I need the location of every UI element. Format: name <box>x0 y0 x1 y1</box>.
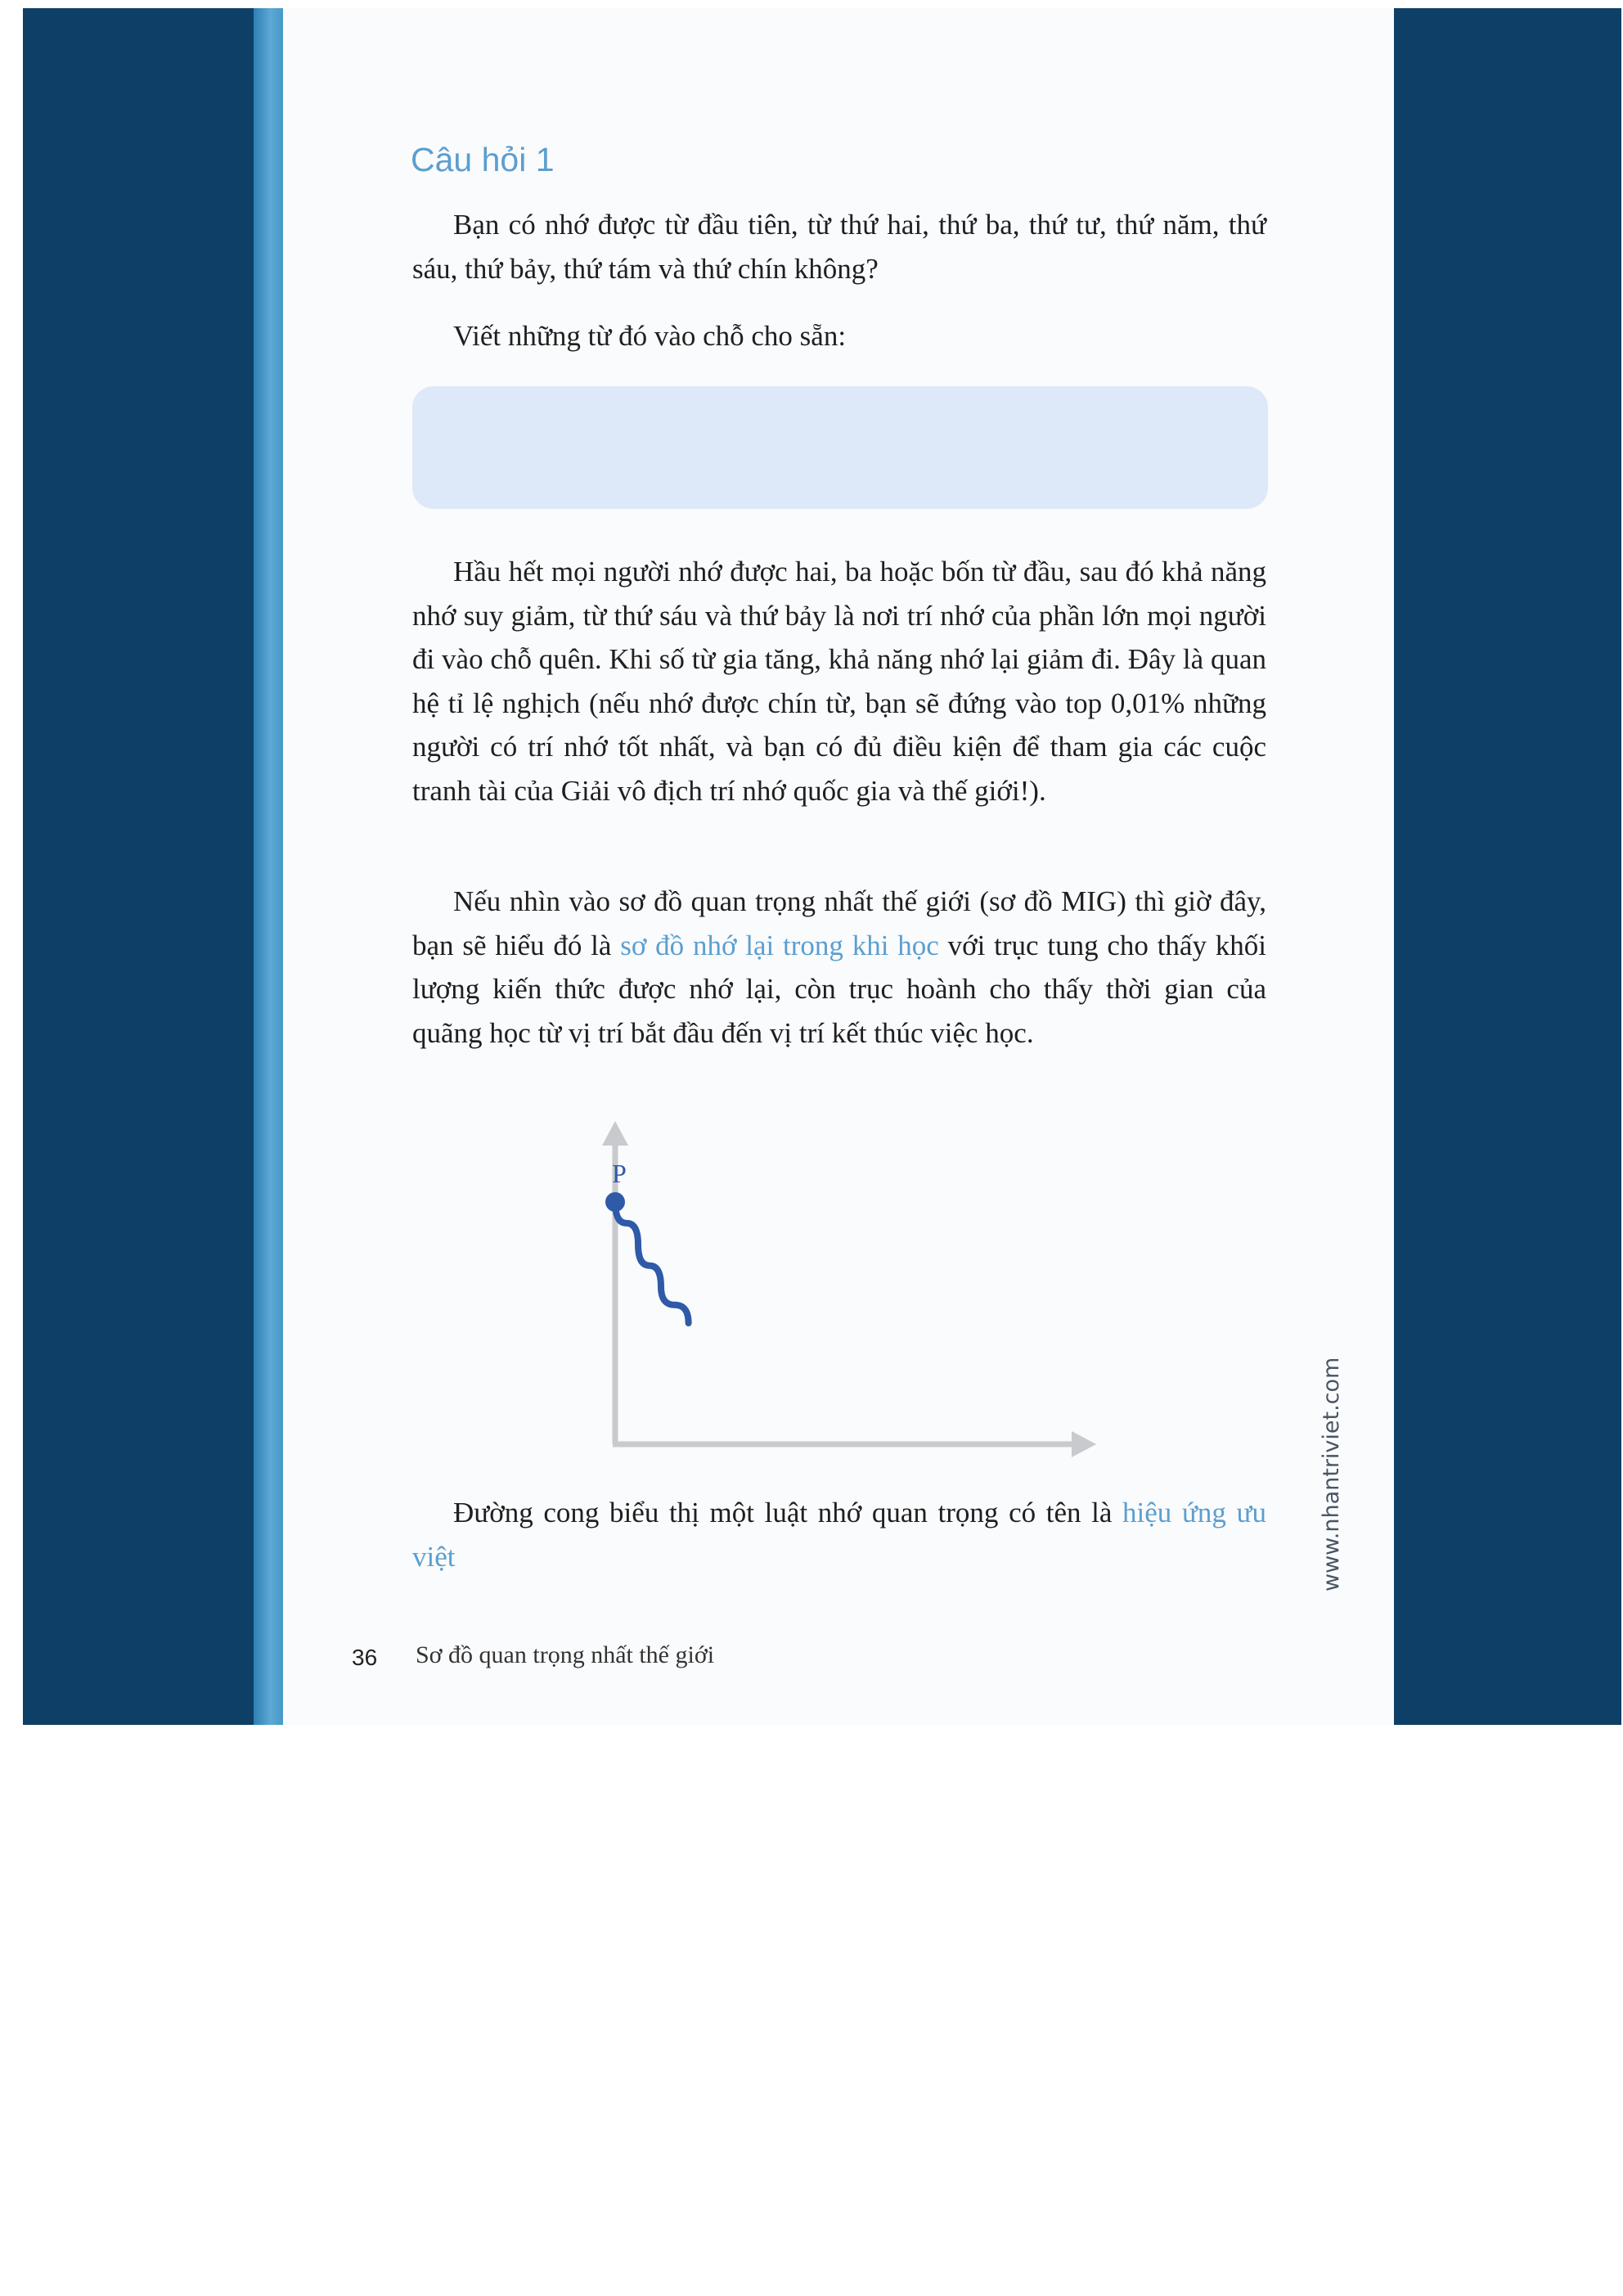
page-number: 36 <box>352 1645 378 1670</box>
recall-chart-link: sơ đồ nhớ lại trong khi học <box>620 929 939 961</box>
website-url: www.nhantriviet.com <box>1319 1357 1344 1591</box>
recall-chart <box>573 1121 1104 1465</box>
mig-text-before: Nếu nhìn vào sơ đồ quan trọng nhất thế giới (sơ đồ MIG) thì giờ đây, bạn sẽ hiểu đó là <box>412 885 1266 961</box>
book-title: Sơ đồ quan trọng nhất thế giới <box>416 1641 715 1668</box>
explanation-paragraph: Hầu hết mọi người nhớ được hai, ba hoặc bốn từ đầu, sau đó khả năng nhớ suy giảm, từ thứ sáu và thứ bảy là nơi trí nhớ của phần lớn mọi người đi vào chỗ quên. Khi số từ gia tăng, khả năng nhớ lại giảm đi. Đây là quan hệ tỉ lệ nghịch (nếu nhớ được chín từ, bạn sẽ đứng vào top 0,01% những người có trí nhớ tốt nhất, và bạn có đủ điều kiện để tham gia các cuộc tranh tài của Giải vô địch trí nhớ quốc gia và thế giới!). <box>412 556 1266 807</box>
instruction-paragraph: Viết những từ đó vào chỗ cho sẵn: <box>453 320 847 352</box>
mig-text-after: với trục tung cho thấy khối lượng kiến thức được nhớ lại, còn trục hoành cho thấy thời gian của quãng học từ vị trí bắt đầu đến vị trí kết thúc việc học. <box>412 929 1266 1049</box>
answer-box[interactable] <box>412 386 1268 509</box>
y-axis-arrow <box>602 1121 628 1146</box>
conclusion-text: Đường cong biểu thị một luật nhớ quan trọng có tên là <box>453 1497 1123 1528</box>
point-p <box>605 1192 625 1212</box>
conclusion-paragraph <box>412 1491 1266 1578</box>
point-p-label: P <box>612 1159 627 1188</box>
x-axis-arrow <box>1072 1431 1096 1457</box>
chart-axes <box>602 1121 1096 1457</box>
primacy-effect-link: hiệu ứng ưu việt <box>412 1497 1266 1573</box>
mig-paragraph <box>412 880 1266 1055</box>
recall-curve <box>615 1202 689 1323</box>
question-paragraph: Bạn có nhớ được từ đầu tiên, từ thứ hai, thứ ba, thứ tư, thứ năm, thứ sáu, thứ bảy, thứ tám và thứ chín không? <box>412 209 1266 285</box>
question-heading: Câu hỏi 1 <box>411 141 555 178</box>
